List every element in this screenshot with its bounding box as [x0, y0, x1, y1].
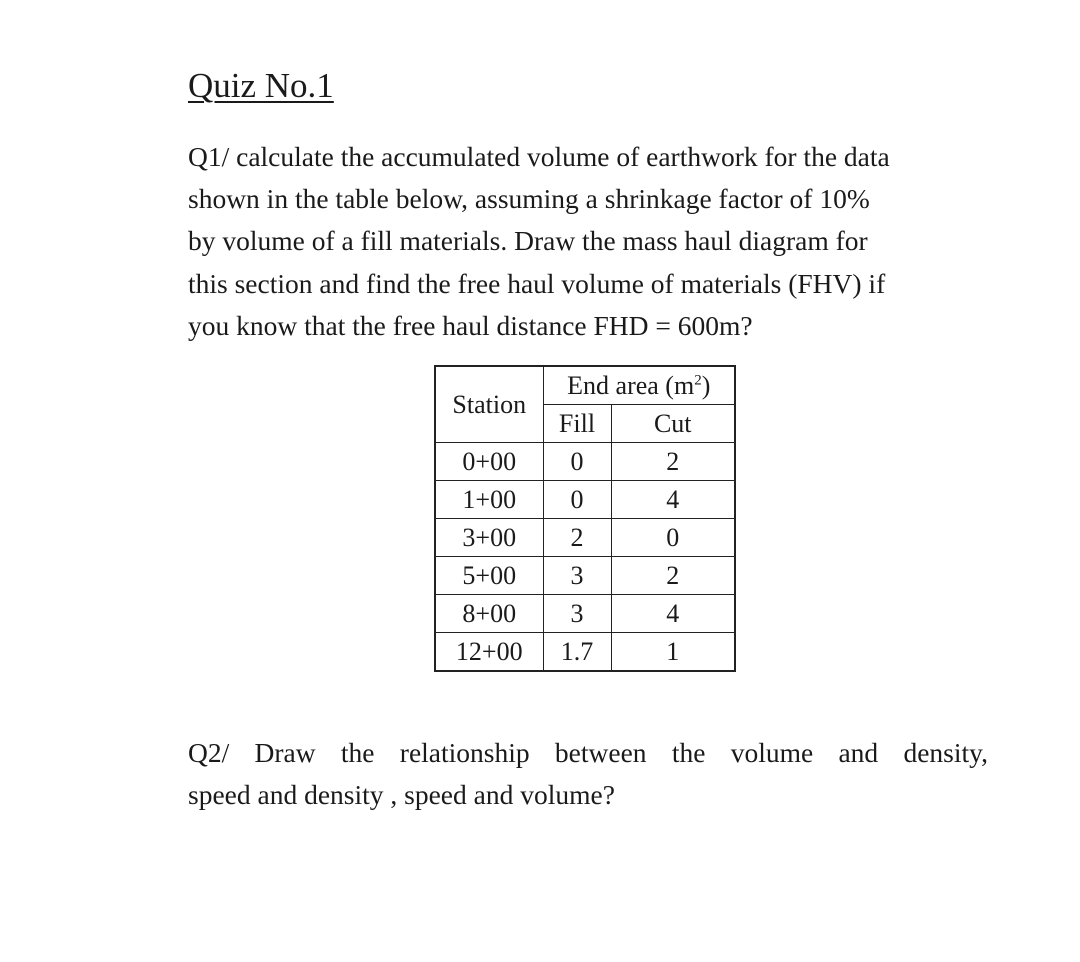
station-header: Station	[435, 366, 543, 443]
fill-cell: 2	[543, 519, 611, 557]
fill-header: Fill	[543, 405, 611, 443]
earthwork-table	[434, 365, 736, 672]
question-1	[188, 136, 988, 347]
cut-cell: 0	[611, 519, 735, 557]
cut-cell: 4	[611, 481, 735, 519]
table-row	[435, 443, 735, 481]
station-cell: 5+00	[435, 557, 543, 595]
cut-cell: 2	[611, 443, 735, 481]
earthwork-table-container	[434, 365, 736, 672]
fill-cell: 0	[543, 481, 611, 519]
cut-header: Cut	[611, 405, 735, 443]
question-1-line: shown in the table below, assuming a shrinkage factor of 10%	[188, 183, 870, 215]
end-area-header	[543, 366, 735, 405]
quiz-title: Quiz No.1	[188, 66, 334, 105]
question-2-line: speed and density , speed and volume?	[188, 779, 615, 810]
end-area-header-close: )	[701, 371, 711, 400]
question-2-line: Q2/ Draw the relationship between the volume and density,	[188, 737, 988, 768]
end-area-header-text: End area (m	[567, 371, 695, 400]
table-row	[435, 519, 735, 557]
station-cell: 1+00	[435, 481, 543, 519]
station-cell: 12+00	[435, 633, 543, 672]
question-2	[188, 732, 988, 816]
table-header-row	[435, 366, 735, 405]
question-1-line: you know that the free haul distance FHD = 600m?	[188, 309, 753, 341]
fill-cell: 1.7	[543, 633, 611, 672]
fill-cell: 0	[543, 443, 611, 481]
table-row	[435, 633, 735, 672]
question-1-line: by volume of a fill materials. Draw the mass haul diagram for	[188, 225, 868, 257]
table-row	[435, 481, 735, 519]
station-cell: 0+00	[435, 443, 543, 481]
end-area-header-superscript: 2	[694, 372, 702, 389]
question-1-line: this section and find the free haul volume of materials (FHV) if	[188, 267, 886, 299]
fill-cell: 3	[543, 557, 611, 595]
cut-cell: 1	[611, 633, 735, 672]
station-cell: 8+00	[435, 595, 543, 633]
question-1-line: Q1/ calculate the accumulated volume of earthwork for the data	[188, 141, 890, 172]
table-row	[435, 557, 735, 595]
station-cell: 3+00	[435, 519, 543, 557]
fill-cell: 3	[543, 595, 611, 633]
cut-cell: 2	[611, 557, 735, 595]
table-row	[435, 595, 735, 633]
cut-cell: 4	[611, 595, 735, 633]
